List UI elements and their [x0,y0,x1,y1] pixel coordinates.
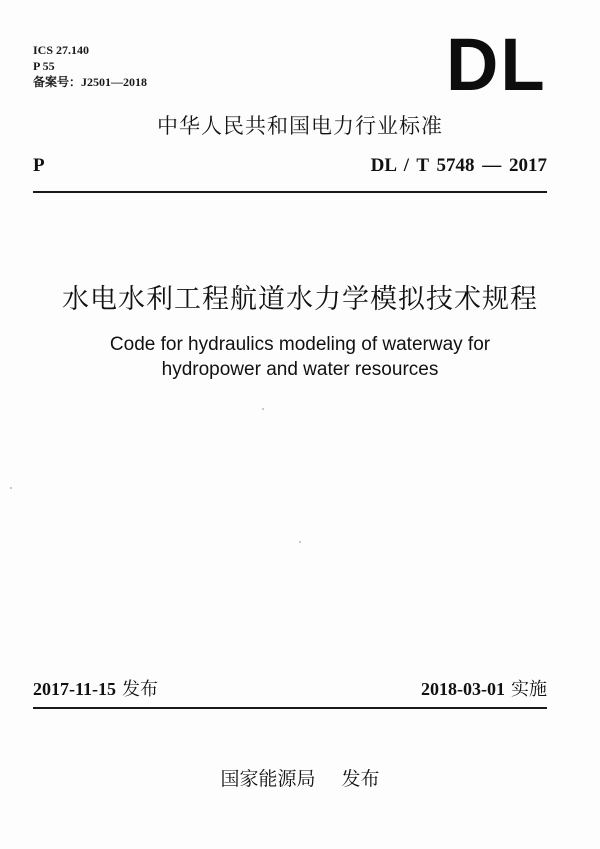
standard-number: DL / T 5748 — 2017 [370,155,547,176]
dl-logo: DL [446,23,547,106]
issue-label: 发布 [122,679,158,700]
scan-speck [299,541,301,543]
ics-code: ICS 27.140 [33,43,90,57]
implementation-date: 2018-03-01 [421,679,505,699]
title-english [0,332,600,382]
issue-date: 2017-11-15 [33,679,116,699]
title-english-line-2: hydropower and water resources [161,359,439,380]
record-number: 备案号：J2501—2018 [33,75,148,89]
scan-speck [262,408,264,410]
publisher-line [0,767,600,791]
title-english-line-1: Code for hydraulics modeling of waterway for [109,334,491,355]
classification-block [33,42,147,90]
title-chinese: 水电水利工程航道水力学模拟技术规程 [62,284,538,315]
category-letter: P [33,155,45,176]
implementation-label: 实施 [511,679,547,700]
ccs-code: P 55 [33,59,55,73]
bottom-divider [33,707,547,709]
issue-date-block [33,678,158,701]
publisher-action: 发布 [341,768,380,790]
publisher-name: 国家能源局 [220,768,316,790]
scan-speck [10,487,12,489]
top-divider [33,191,547,193]
implementation-date-block [421,678,547,701]
standard-type-heading: 中华人民共和国电力行业标准 [157,114,443,138]
